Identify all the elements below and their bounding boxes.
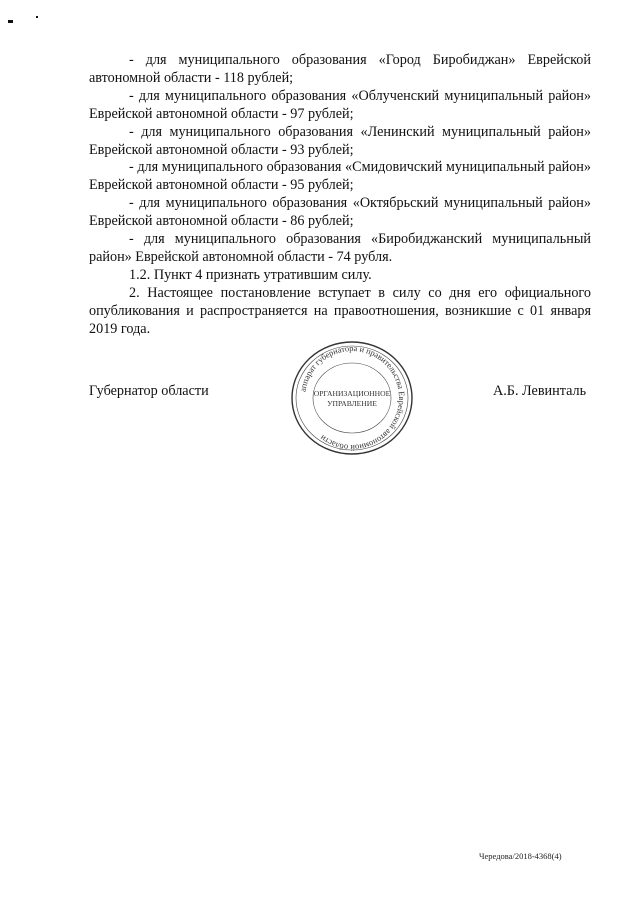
signatory-name: А.Б. Левинталь — [493, 383, 587, 399]
signatory-title: Губернатор области — [89, 383, 209, 399]
paragraph-biro-city: - для муниципального образования «Город Биробиджан» Еврейской автономной области - 118 рублей; — [89, 52, 591, 86]
stamp-center-line2: УПРАВЛЕНИЕ — [327, 399, 377, 408]
scan-artifact — [36, 16, 38, 18]
stamp-center-line1: ОРГАНИЗАЦИОННОЕ — [313, 389, 391, 398]
paragraph-smidovich: - для муниципального образования «Смидовичский муниципальный район» Еврейской автономной области - 95 рублей; — [89, 159, 591, 194]
paragraph-obluchye: - для муниципального образования «Облученский муниципальный район» Еврейской автономной области - 97 рублей; — [89, 87, 591, 122]
stamp-ring-text: аппарат губернатора и правительства Еврейской автономной области — [298, 343, 407, 453]
paragraph-oktyabr: - для муниципального образования «Октябрьский муниципальный район» Еврейской автономной области - 86 рублей; — [89, 195, 591, 230]
paragraph-biro-district: - для муниципального образования «Биробиджанский муниципальный район» Еврейской автономной области - 74 рубля. — [89, 231, 591, 265]
footer-reference: Чередова/2018-4368(4) — [479, 851, 562, 861]
paragraph-clause-2: 2. Настоящее постановление вступает в силу со дня его официального опубликования и распространяется на правоотношения, возникшие с 01 января 2019 года. — [89, 284, 591, 337]
paragraph-leninsky: - для муниципального образования «Ленинский муниципальный район» Еврейской автономной области - 93 рублей; — [89, 123, 591, 158]
official-stamp — [287, 338, 417, 458]
scan-artifact — [8, 20, 13, 23]
document-body — [89, 52, 591, 339]
paragraph-clause-1-2: 1.2. Пункт 4 признать утратившим силу. — [129, 266, 372, 283]
